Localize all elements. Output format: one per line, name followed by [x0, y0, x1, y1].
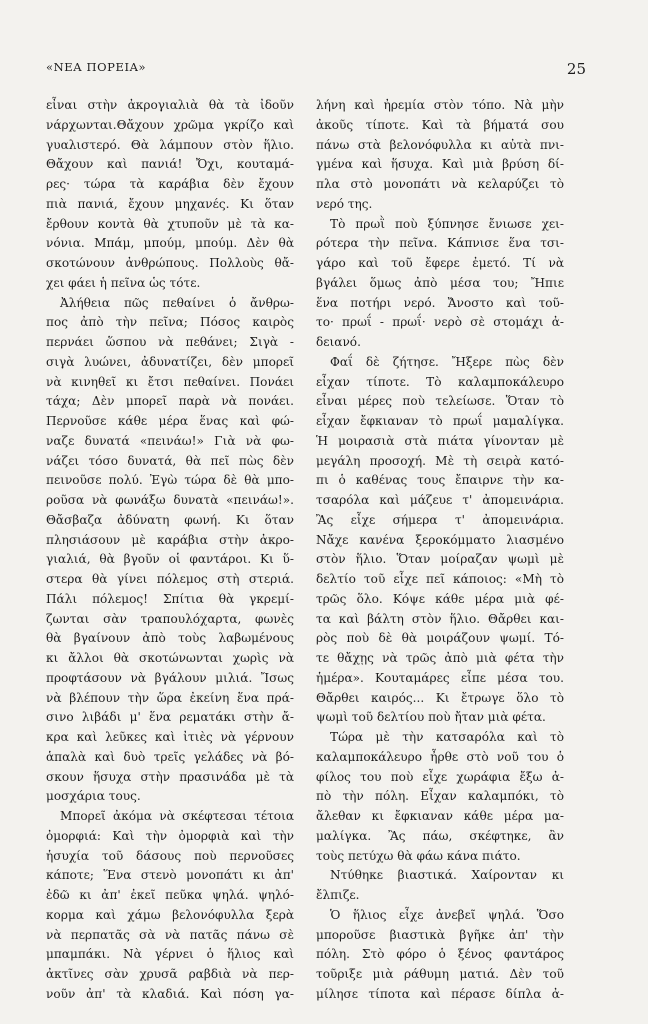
- text-line: νερό της.: [316, 196, 373, 211]
- text-line: νάρχωνται.Θἄχουν χρῶμα γκρίζο καὶ: [46, 117, 294, 132]
- text-line: λήνη καὶ ἠρεμία στὸν τόπο. Νὰ μὴν: [316, 98, 564, 112]
- text-line: θὰ βγαίνουν ἀπὸ τοὺς λαβωμένους: [46, 631, 294, 646]
- text-line: πὸ τὴν πόλη. Εἶχαν καλαμπόκι, τὸ: [316, 789, 564, 804]
- text-line: Θἄρθει καιρός... Κι ἔτρωγε ὅλο τὸ: [316, 690, 564, 705]
- text-line: ρὸς ποὺ δὲ θὰ μοιράζουν ψωμί. Τό-: [316, 631, 564, 646]
- text-line: ψωμὶ τοῦ δελτίου ποὺ ἤταν μιὰ φέτα.: [316, 710, 546, 725]
- text-line: ἔλπιζε.: [316, 888, 360, 902]
- right-text-column: [316, 96, 564, 1005]
- text-line: ναζε δυνατά «πεινάω!» Γιὰ νὰ φω-: [46, 433, 294, 448]
- text-line: ὀμορφιά: Καὶ τὴν ὀμορφιὰ καὶ τὴν: [46, 828, 294, 843]
- text-line: νόνια. Μπάμ, μπούμ, μπούμ. Δὲν θὰ: [46, 236, 294, 251]
- text-line: Περνοῦσε κάθε μέρα ἕνας καὶ φώ-: [46, 414, 294, 428]
- text-line: τοὺς πετύχω θὰ φάω κάνα πιάτο.: [316, 848, 521, 863]
- text-line: εἶναι μέρες ποὺ τελείωσε. Ὅταν τὸ: [316, 394, 564, 409]
- text-line: Φαΐ δὲ ζήτησε. Ἤξερε πὼς δὲν: [330, 354, 564, 369]
- text-line: σκουν ἥσυχα στὴν πρασινάδα μὲ τὰ: [46, 769, 294, 784]
- text-line: γάρο καὶ τοῦ ἔφερε ἐμετό. Τί νὰ: [316, 256, 564, 270]
- text-line: ἀκτῖνες σὰν χρυσᾶ ραβδιὰ νὰ περ-: [46, 967, 294, 981]
- text-line: κορμα καὶ χάμω βελονόφυλλα ξερὰ: [46, 907, 294, 922]
- text-line: νὰ κινηθεῖ κι ἔτσι πεθαίνει. Πονάει: [46, 374, 294, 389]
- text-line: εἶχαν τίποτε. Τὸ καλαμποκάλευρο: [316, 374, 564, 389]
- text-line: Ἀλήθεια πῶς πεθαίνει ὁ ἄνθρω-: [60, 295, 294, 310]
- text-line: πεινοῦσε πολύ. Ἐγὼ τώρα δὲ θὰ μπο-: [46, 473, 294, 488]
- text-line: γυαλιστερό. Θὰ λάμπουν στὸν ἥλιο.: [46, 137, 294, 152]
- text-line: στὸν ἥλιο. Ὅταν μοίραζαν ψωμὶ μὲ: [316, 552, 564, 567]
- left-text-column: [46, 96, 294, 1005]
- text-line: Ἡ μοιρασιὰ στὰ πιάτα γίνονταν μὲ: [316, 433, 564, 448]
- text-line: τε θἄχῃς νὰ τρῶς ἀπὸ μιὰ φέτα τὴν: [316, 651, 564, 665]
- text-line: ἐδῶ κι ἀπ' ἐκεῖ πεῦκα ψηλά. ψηλό-: [46, 888, 294, 902]
- text-line: ἡσυχία τοῦ δάσους ποὺ περνοῦσες: [46, 848, 294, 863]
- text-line: Μπορεῖ ἀκόμα νὰ σκέφτεσαι τέτοια: [60, 809, 294, 823]
- text-line: κι ἄλλοι θὰ σκοτώνωνται χωρὶς νὰ: [46, 651, 294, 665]
- text-line: δελτίο τοῦ εἶχε πεῖ κάποιος: «Μὴ τὸ: [316, 572, 564, 586]
- text-line: σιγὰ λυώνει, ἀδυνατίζει, δὲν μπορεῖ: [46, 354, 294, 369]
- text-line: πόλη. Στὸ φόρο ὁ ξένος φαντάρος: [316, 947, 564, 962]
- text-line: κάποτε; Ἕνα στενὸ μονοπάτι κι ἀπ': [46, 868, 294, 883]
- text-line: ἀκοῦς τίποτε. Καὶ τὰ βήματά σου: [316, 117, 564, 132]
- text-line: τοῦριξε μιὰ ράθυμη ματιά. Δὲν τοῦ: [316, 967, 564, 981]
- text-line: δειανό.: [316, 335, 361, 349]
- text-line: Θἄσβαζα ἀδύνατη φωνή. Κι ὅταν: [46, 512, 294, 527]
- text-line: τάχα; Δὲν μπορεῖ παρὰ νὰ πονάει.: [46, 394, 294, 409]
- text-line: τα καὶ βάλτη στὸν ἥλιο. Θἄρθει και-: [316, 611, 564, 626]
- text-line: Ὁ ἥλιος εἶχε ἀνεβεῖ ψηλά. Ὅσο: [330, 907, 564, 922]
- text-line: πάνω στὰ βελονόφυλλα κι αὐτὰ πνι-: [316, 137, 564, 152]
- text-line: μίλησε τίποτα καὶ πέρασε δίπλα ἀ-: [316, 986, 564, 1001]
- text-line: Τὸ πρωῒ ποὺ ξύπνησε ἔνιωσε χει-: [330, 216, 564, 231]
- running-head: «ΝΕΑ ΠΟΡΕΙΑ»: [46, 60, 147, 74]
- text-line: τρῶς ὅλο. Κόψε κάθε μέρα μιὰ φέ-: [316, 591, 564, 606]
- text-line: πι ὁ καθένας τους ἔπαιρνε τὴν κα-: [316, 473, 564, 488]
- text-line: ρες· τώρα τὰ καράβια δὲν ἔχουν: [46, 177, 294, 191]
- text-line: πλα στὸ μονοπάτι νὰ κελαρύζει τὸ: [316, 177, 564, 191]
- text-line: μαλίγκα. Ἂς πάω, σκέφτηκε, ἂν: [316, 828, 564, 843]
- text-line: μποροῦσε βιαστικὰ βγῆκε ἀπ' τὴν: [316, 927, 564, 942]
- text-line: ἔρθουν κοντὰ θὰ χτυποῦν μὲ τὰ κα-: [46, 216, 294, 231]
- text-line: γιαλιά, θὰ βγοῦν οἱ φαντάροι. Κι ὕ-: [46, 552, 294, 567]
- text-line: χει φάει ἡ πεῖνα ὡς τότε.: [46, 275, 201, 290]
- text-line: καλαμποκάλευρο ἦρθε στὸ νοῦ του ὁ: [316, 749, 564, 764]
- text-line: μπαμπάκι. Νὰ γέρνει ὁ ἥλιος καὶ: [46, 947, 294, 962]
- text-line: νὰ περπατᾶς σὰ νὰ πατᾶς πάνω σὲ: [46, 927, 294, 942]
- text-line: φίλος του ποὺ εἶχε χωράφια ἔξω ἀ-: [316, 769, 564, 784]
- text-line: το· πρωΐ - πρωΐ· νερὸ σὲ στομάχι ἀ-: [316, 315, 564, 330]
- text-line: τσαρόλα καὶ μάζευε τ' ἀπομεινάρια.: [316, 493, 564, 507]
- text-line: γμένα καὶ ἥσυχα. Καὶ μιὰ βρύση δί-: [316, 157, 564, 172]
- text-line: μοσχάρια τους.: [46, 789, 141, 804]
- text-line: μεγάλη προσοχή. Μὲ τὴ σειρὰ κατό-: [316, 453, 564, 468]
- text-line: προφτάσουν νὰ βγάλουν μιλιά. Ἴσως: [46, 670, 294, 685]
- text-line: πος ἀπὸ τὴν πεῖνα; Πόσος καιρὸς: [46, 315, 294, 330]
- text-line: ἄλεθαν κι ἔφκιαναν κάθε μέρα μα-: [316, 809, 564, 823]
- text-line: πλησιάσουν μὲ καράβια στὴν ἀκρο-: [46, 532, 294, 547]
- text-line: σινο λιβάδι μ' ἕνα ρεματάκι στὴν ἄ-: [46, 710, 294, 725]
- text-line: Τώρα μὲ τὴν κατσαρόλα καὶ τὸ: [330, 730, 564, 744]
- text-line: εἶχαν ἔφκιαναν τὸ πρωΐ μαμαλίγκα.: [316, 414, 564, 428]
- text-line: ἕνα ποτήρι νερό. Ἄνοστο καὶ τοῦ-: [316, 295, 564, 310]
- text-line: Πάλι πόλεμος! Σπίτια θὰ γκρεμί-: [46, 591, 294, 606]
- text-line: ἡμέρα». Κουταμάρες εἶπε μέσα του.: [316, 670, 564, 685]
- text-line: ροῦσα νὰ φωνάξω δυνατὰ «πεινάω!».: [46, 493, 294, 507]
- text-line: Θἄχουν καὶ πανιά! Ὄχι, κουταμά-: [46, 157, 294, 172]
- text-line: ἁπαλὰ καὶ δυὸ τρεῖς γελάδες νὰ βό-: [46, 749, 294, 764]
- page-number: 25: [566, 60, 586, 78]
- text-line: περνάει ὥσπου νὰ πεθάνει; Σιγὰ -: [46, 335, 294, 349]
- text-line: πιὰ πανιά, ἔχουν μηχανές. Κι ὅταν: [46, 196, 294, 211]
- text-line: σκοτώνουν ἀνθρώπους. Πολλοὺς θἄ-: [46, 256, 294, 270]
- text-line: στερα θὰ γίνει πόλεμος στὴ στεριά.: [46, 572, 294, 586]
- text-line: νάζει τόσο δυνατά, θὰ πεῖ πὼς δὲν: [46, 453, 294, 468]
- text-line: Ντύθηκε βιαστικά. Χαίρονταν κι: [330, 868, 564, 883]
- text-line: νοῦν ἀπ' τὰ κλαδιά. Καὶ πόση γα-: [46, 986, 294, 1001]
- text-line: ρότερα τὴν πεῖνα. Κάπνισε ἕνα τσι-: [316, 236, 564, 251]
- text-line: Ἂς εἶχε σήμερα τ' ἀπομεινάρια.: [316, 512, 564, 527]
- text-line: κρα καὶ λεῦκες καὶ ἰτιὲς νὰ γέρνουν: [46, 730, 294, 744]
- text-line: ζωνται σὰν τραπουλόχαρτα, φωνὲς: [46, 611, 294, 626]
- text-line: βγάλει ὅμως ἀπὸ μέσα του; Ἤπιε: [316, 275, 564, 290]
- text-line: νὰ βλέπουν τὴν ὥρα ἐκείνη ἕνα πρά-: [46, 690, 294, 705]
- text-line: Νἄχε κανένα ξεροκόμματο λιασμένο: [316, 532, 564, 547]
- text-line: εἶναι στὴν ἀκρογιαλιὰ θὰ τὰ ἰδοῦν: [46, 98, 294, 112]
